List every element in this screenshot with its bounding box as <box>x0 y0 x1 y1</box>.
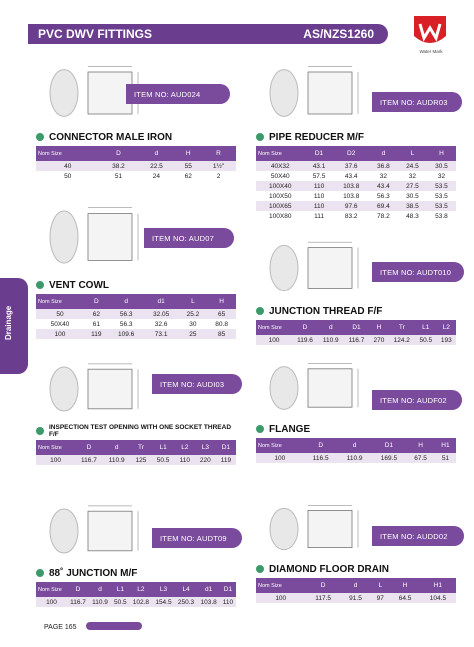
vent-cell: 85 <box>207 329 236 339</box>
j88-cell: 100 <box>36 597 67 607</box>
j88-bullet-icon <box>36 569 44 577</box>
reducer-cell: 78.2 <box>377 212 390 220</box>
vent-cell: 32.6 <box>154 320 168 328</box>
drain-col-1: D <box>306 578 341 593</box>
inspection-col-4: L1 <box>151 440 174 455</box>
flange-table-row <box>256 453 456 463</box>
inspection-cell: 119 <box>216 455 236 465</box>
reducer-cell: 110 <box>305 181 334 191</box>
section-junction <box>256 232 456 345</box>
j88-cell: 250.3 <box>175 597 198 607</box>
reducer-cell: 53.5 <box>427 201 456 211</box>
junction-col-3: D1 <box>344 320 370 335</box>
vent-cell: 50 <box>36 309 84 319</box>
reducer-cell: 30.5 <box>427 161 456 171</box>
vent-col-2: d <box>109 294 144 309</box>
reducer-cell: 83.2 <box>344 212 358 220</box>
reducer-col-5: H <box>427 146 456 161</box>
page-header <box>28 24 388 44</box>
reducer-table-row <box>256 211 456 221</box>
section-floor-drain <box>256 496 456 603</box>
connector-header-row <box>36 146 236 161</box>
flange-title-text: FLANGE <box>269 423 311 435</box>
flange-bullet-icon <box>256 425 264 433</box>
vent-cell: 80.8 <box>215 320 228 328</box>
reducer-cell: 100X80 <box>269 212 292 220</box>
vent-cell: 56.3 <box>119 320 133 328</box>
section-reducer <box>256 56 456 221</box>
junction-cell: 110.9 <box>318 335 344 345</box>
reducer-cell: 32 <box>379 172 387 180</box>
connector-col-0: Nom Size <box>36 146 99 161</box>
j88-cell: 102.8 <box>130 597 153 607</box>
reducer-table-row <box>256 191 456 201</box>
connector-col-3: H <box>175 146 201 161</box>
j88-col-7: d1 <box>197 582 220 597</box>
reducer-cell: 100X65 <box>256 201 305 211</box>
drain-cell: 100 <box>256 593 306 603</box>
connector-cell: 51 <box>114 172 123 180</box>
drain-col-3: L <box>370 578 390 593</box>
vent-cell: 50X40 <box>50 320 70 328</box>
inspection-cell: 220 <box>195 455 216 465</box>
logo-text: Water Mark <box>419 49 443 54</box>
connector-col-1: D <box>99 146 137 161</box>
inspection-table-row <box>36 455 236 465</box>
reducer-cell: 30.5 <box>406 192 419 200</box>
vent-illustration <box>36 196 236 278</box>
flange-cell: 51 <box>435 453 456 463</box>
reducer-spec-table <box>256 146 456 221</box>
reducer-cell: 32 <box>437 172 446 180</box>
flange-header-row <box>256 438 456 453</box>
junction-illustration <box>256 232 456 304</box>
drain-title <box>256 562 456 576</box>
footer-bar <box>86 622 142 630</box>
reducer-cell: 56.3 <box>377 192 390 200</box>
reducer-cell: 27.5 <box>398 181 427 191</box>
j88-col-4: L2 <box>130 582 153 597</box>
section-vent <box>36 196 236 339</box>
vent-cell: 25 <box>179 329 208 339</box>
junction-cell: 50.5 <box>415 335 437 345</box>
junction-col-2: d <box>318 320 344 335</box>
junction-cell: 116.7 <box>344 335 370 345</box>
inspection-col-1: D <box>75 440 103 455</box>
vent-cell: 56.3 <box>109 309 144 319</box>
connector-cell: 1½" <box>201 161 236 171</box>
reducer-cell: 103.8 <box>343 192 360 200</box>
inspection-cell: 110.9 <box>103 455 131 465</box>
vent-table-row <box>36 319 236 329</box>
connector-item-badge: ITEM NO: AUD024 <box>126 84 230 104</box>
vent-item-badge: ITEM NO: AUD07 <box>144 228 234 248</box>
j88-header-row <box>36 582 236 597</box>
inspection-cell: 50.5 <box>151 455 174 465</box>
j88-col-1: D <box>67 582 89 597</box>
inspection-spec-table <box>36 440 236 465</box>
sidebar-label: Drainage <box>4 305 13 340</box>
j88-col-0: Nom Size <box>36 582 67 597</box>
vent-cell: 61 <box>92 320 100 328</box>
inspection-cell: 100 <box>36 455 75 465</box>
flange-col-4: H <box>406 438 435 453</box>
junction-cell: 193 <box>437 335 456 345</box>
reducer-cell: 38.5 <box>398 201 427 211</box>
vent-table-row <box>36 329 236 339</box>
flange-col-0: Nom Size <box>256 438 304 453</box>
vent-bullet-icon <box>36 281 44 289</box>
standard-label: AS/NZS1260 <box>303 27 374 41</box>
vent-cell: 65 <box>207 309 236 319</box>
reducer-col-2: D2 <box>334 146 369 161</box>
flange-cell: 67.5 <box>406 453 435 463</box>
junction-table-row <box>256 335 456 345</box>
connector-cell: 22.5 <box>137 161 175 171</box>
drain-title-text: DIAMOND FLOOR DRAIN <box>269 563 389 575</box>
reducer-illustration <box>256 56 456 130</box>
reducer-cell: 40X32 <box>256 161 305 171</box>
inspection-col-6: L3 <box>195 440 216 455</box>
j88-item-badge: ITEM NO: AUDT09 <box>152 528 242 548</box>
drain-bullet-icon <box>256 565 264 573</box>
drain-col-2: d <box>341 578 371 593</box>
reducer-cell: 43.4 <box>369 181 398 191</box>
j88-col-8: D1 <box>220 582 236 597</box>
flange-col-5: H1 <box>435 438 456 453</box>
reducer-cell: 110 <box>313 192 325 200</box>
reducer-cell: 43.4 <box>344 172 358 180</box>
j88-cell: 110.9 <box>89 597 111 607</box>
reducer-cell: 50X40 <box>270 172 290 180</box>
inspection-header-row <box>36 440 236 455</box>
junction-title-text: JUNCTION THREAD F/F <box>269 305 383 317</box>
junction-cell: 119.6 <box>292 335 318 345</box>
vent-cell: 119 <box>84 329 109 339</box>
section-inspection <box>36 354 236 465</box>
section-88-junction <box>36 496 236 607</box>
j88-col-5: L3 <box>152 582 175 597</box>
flange-col-2: d <box>338 438 372 453</box>
flange-drawing-icon <box>262 356 372 420</box>
reducer-col-4: L <box>398 146 427 161</box>
vent-header-row <box>36 294 236 309</box>
reducer-col-3: d <box>369 146 398 161</box>
inspection-cell: 125 <box>131 455 152 465</box>
flange-title <box>256 422 456 436</box>
reducer-table-row <box>256 161 456 171</box>
connector-col-4: R <box>201 146 236 161</box>
vent-spec-table <box>36 294 236 339</box>
reducer-cell: 32 <box>408 172 417 180</box>
reducer-cell: 53.5 <box>427 181 456 191</box>
j88-cell: 50.5 <box>111 597 130 607</box>
reducer-header-row <box>256 146 456 161</box>
watermark-logo-icon <box>412 14 448 50</box>
vent-col-1: D <box>84 294 109 309</box>
flange-illustration <box>256 354 456 422</box>
inspection-col-0: Nom Size <box>36 440 75 455</box>
inspection-title <box>36 424 236 438</box>
inspection-cell: 116.7 <box>75 455 103 465</box>
j88-drawing-icon <box>42 498 152 564</box>
flange-cell: 169.5 <box>372 453 407 463</box>
vent-col-5: H <box>207 294 236 309</box>
vent-col-0: Nom Size <box>36 294 84 309</box>
j88-illustration <box>36 496 236 566</box>
reducer-col-0: Nom Size <box>256 146 305 161</box>
j88-cell: 110 <box>220 597 236 607</box>
junction-bullet-icon <box>256 307 264 315</box>
reducer-cell: 110 <box>305 201 334 211</box>
vent-cell: 100 <box>36 329 84 339</box>
reducer-title <box>256 130 456 144</box>
drain-illustration <box>256 496 456 562</box>
junction-header-row <box>256 320 456 335</box>
inspection-bullet-icon <box>36 427 44 435</box>
reducer-table-row <box>256 181 456 191</box>
flange-cell: 110.9 <box>338 453 372 463</box>
j88-col-3: L1 <box>111 582 130 597</box>
junction-col-5: Tr <box>389 320 415 335</box>
connector-table-row <box>36 171 236 181</box>
vent-cell: 73.1 <box>144 329 179 339</box>
vent-cell: 109.6 <box>109 329 144 339</box>
drain-cell: 91.5 <box>341 593 371 603</box>
reducer-cell: 36.8 <box>369 161 398 171</box>
reducer-cell: 111 <box>314 212 324 220</box>
junction-col-4: H <box>369 320 388 335</box>
vent-drawing-icon <box>42 198 152 276</box>
drain-cell: 97 <box>370 593 390 603</box>
reducer-table-row <box>256 171 456 181</box>
inspection-title-text: INSPECTION TEST OPENING WITH ONE SOCKET THREAD F/F <box>49 424 232 438</box>
reducer-item-badge: ITEM NO: AUDR03 <box>372 92 462 112</box>
junction-drawing-icon <box>262 234 372 302</box>
connector-illustration <box>36 56 236 130</box>
connector-bullet-icon <box>36 133 44 141</box>
page-number: PAGE 165 <box>44 624 77 631</box>
flange-item-badge: ITEM NO: AUDF02 <box>372 390 462 410</box>
vent-table-row <box>36 309 236 319</box>
flange-col-1: D <box>304 438 338 453</box>
inspection-cell: 110 <box>175 455 195 465</box>
inspection-col-3: Tr <box>131 440 152 455</box>
junction-spec-table <box>256 320 456 345</box>
vent-cell: 62 <box>84 309 109 319</box>
connector-col-2: d <box>137 146 175 161</box>
reducer-cell: 100X50 <box>269 192 292 200</box>
junction-col-7: L2 <box>437 320 456 335</box>
reducer-cell: 103.8 <box>334 181 369 191</box>
drain-cell: 117.5 <box>306 593 341 603</box>
junction-col-6: L1 <box>415 320 437 335</box>
reducer-cell: 37.6 <box>334 161 369 171</box>
inspection-col-7: D1 <box>216 440 236 455</box>
drain-col-4: H <box>390 578 420 593</box>
junction-col-0: Nom Size <box>256 320 292 335</box>
reducer-col-1: D1 <box>305 146 334 161</box>
reducer-cell: 24.5 <box>398 161 427 171</box>
drain-col-0: Nom Size <box>256 578 306 593</box>
drain-col-5: H1 <box>420 578 456 593</box>
reducer-cell: 48.3 <box>406 212 419 220</box>
drain-drawing-icon <box>262 498 372 560</box>
flange-spec-table <box>256 438 456 463</box>
section-connector <box>36 56 236 181</box>
connector-spec-table <box>36 146 236 181</box>
j88-title <box>36 566 236 580</box>
reducer-title-text: PIPE REDUCER M/F <box>269 131 365 143</box>
reducer-cell: 53.5 <box>435 192 448 200</box>
connector-title <box>36 130 236 144</box>
connector-cell: 62 <box>184 172 192 180</box>
reducer-table-row <box>256 201 456 211</box>
junction-col-1: D <box>292 320 318 335</box>
drain-item-badge: ITEM NO: AUDD02 <box>372 526 464 546</box>
j88-title-text: 88˚ JUNCTION M/F <box>49 567 138 579</box>
flange-col-3: D1 <box>372 438 407 453</box>
vent-title-text: VENT COWL <box>49 279 109 291</box>
inspection-illustration <box>36 354 236 424</box>
reducer-cell: 100X40 <box>256 181 305 191</box>
reducer-cell: 69.4 <box>369 201 398 211</box>
drain-cell: 64.5 <box>390 593 420 603</box>
reducer-drawing-icon <box>262 58 372 128</box>
connector-cell: 2 <box>216 172 221 180</box>
inspection-drawing-icon <box>42 356 152 422</box>
j88-col-2: d <box>89 582 111 597</box>
connector-title-text: CONNECTOR MALE IRON <box>49 131 173 143</box>
connector-cell: 50 <box>64 172 72 180</box>
reducer-cell: 43.1 <box>305 161 334 171</box>
inspection-item-badge: ITEM NO: AUDI03 <box>152 374 242 394</box>
junction-item-badge: ITEM NO: AUDT010 <box>372 262 464 282</box>
vent-title <box>36 278 236 292</box>
page-title: PVC DWV FITTINGS <box>38 27 152 41</box>
vent-cell: 30 <box>189 320 197 328</box>
j88-spec-table <box>36 582 236 607</box>
reducer-bullet-icon <box>256 133 264 141</box>
junction-cell: 270 <box>369 335 388 345</box>
junction-cell: 124.2 <box>389 335 415 345</box>
j88-cell: 116.7 <box>67 597 89 607</box>
reducer-cell: 97.6 <box>334 201 369 211</box>
connector-table-row <box>36 161 236 171</box>
j88-cell: 103.8 <box>197 597 220 607</box>
inspection-col-2: d <box>103 440 131 455</box>
connector-cell: 40 <box>36 161 99 171</box>
reducer-cell: 57.5 <box>312 172 326 180</box>
connector-cell: 55 <box>175 161 201 171</box>
section-flange <box>256 354 456 463</box>
connector-cell: 24 <box>152 172 161 180</box>
vent-col-4: L <box>179 294 208 309</box>
vent-cell: 25.2 <box>179 309 208 319</box>
flange-cell: 100 <box>256 453 304 463</box>
flange-cell: 116.5 <box>304 453 338 463</box>
connector-cell: 38.2 <box>99 161 137 171</box>
drain-cell: 104.5 <box>420 593 456 603</box>
inspection-col-5: L2 <box>175 440 195 455</box>
j88-col-6: L4 <box>175 582 198 597</box>
drain-table-row <box>256 593 456 603</box>
junction-cell: 100 <box>256 335 292 345</box>
reducer-cell: 53.8 <box>435 212 448 220</box>
j88-table-row <box>36 597 236 607</box>
drain-header-row <box>256 578 456 593</box>
j88-cell: 154.5 <box>152 597 175 607</box>
vent-cell: 32.05 <box>144 309 179 319</box>
vent-col-3: d1 <box>144 294 179 309</box>
junction-title <box>256 304 456 318</box>
drain-spec-table <box>256 578 456 603</box>
